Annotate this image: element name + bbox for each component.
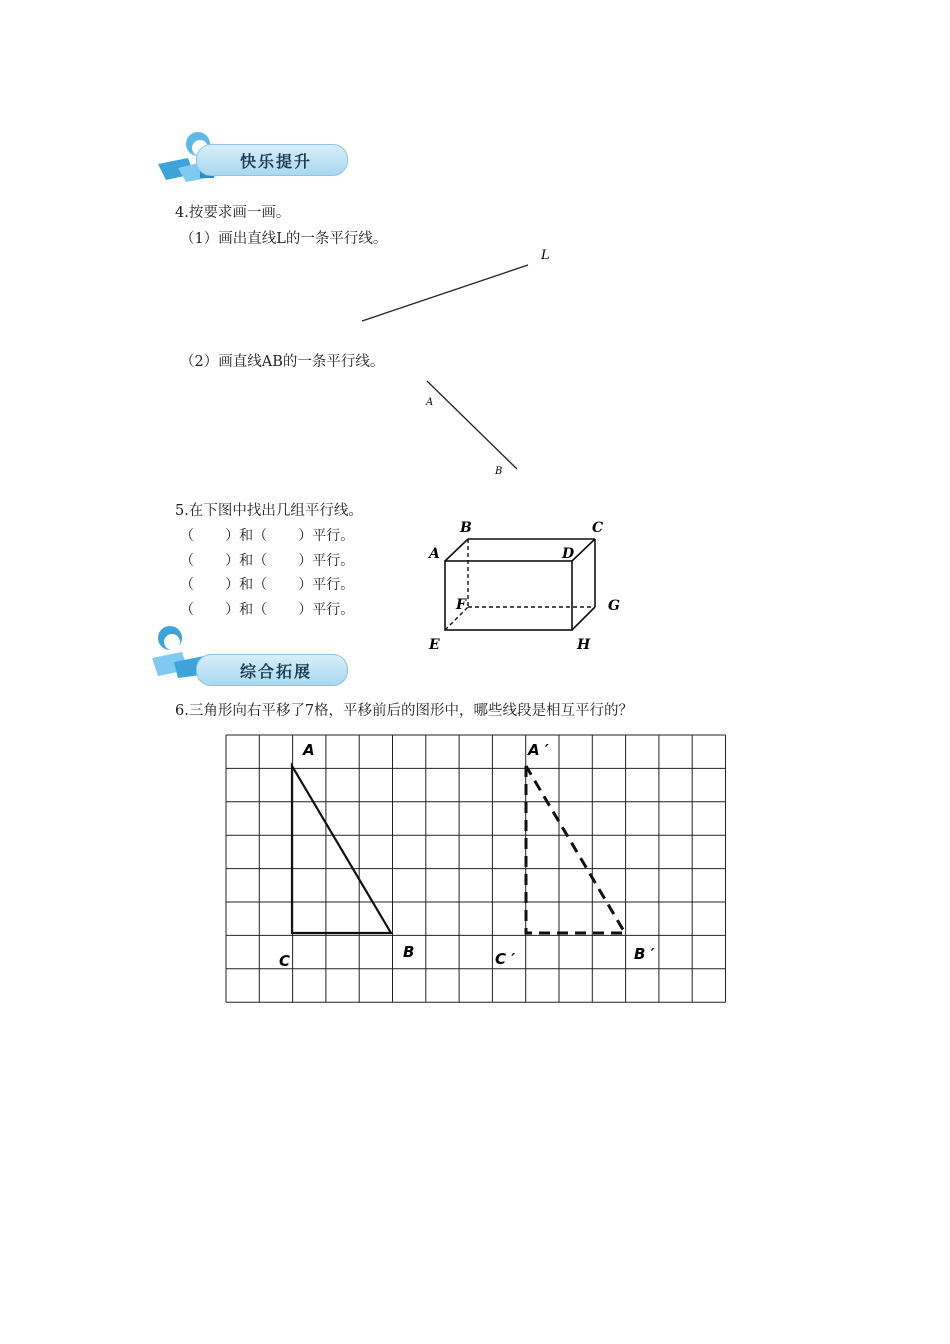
q4-title: 4.按要求画一画。 <box>175 205 291 221</box>
vertex-e: E <box>429 637 440 653</box>
vertex-a: A <box>429 546 440 562</box>
q6-title: 6.三角形向右平移了7格，平移前后的图形中，哪些线段是相互平行的？ <box>175 703 634 719</box>
section-banner-extend <box>148 652 348 686</box>
vertex-b: B <box>460 520 472 536</box>
label-a: A <box>303 741 315 759</box>
q5-blanks <box>180 524 354 622</box>
section-title-happy: 快乐提升 <box>240 152 313 171</box>
answer-blank-4[interactable]: （ ）和（ ）平行。 <box>180 601 355 618</box>
line-ab <box>427 381 517 469</box>
label-a-prime: A ′ <box>528 741 549 759</box>
triangle-translated <box>526 766 625 933</box>
answer-blank-1[interactable]: （ ）和（ ）平行。 <box>180 528 355 544</box>
q4-line-ab-figure <box>415 375 535 480</box>
label-c-prime: C ′ <box>495 950 516 968</box>
translation-grid <box>224 733 729 1005</box>
answer-blank-3[interactable]: （ ）和（ ）平行。 <box>180 577 355 593</box>
triangle-original <box>292 766 391 933</box>
vertex-d: D <box>562 546 575 562</box>
label-b-prime: B ′ <box>634 945 655 963</box>
answer-blank-2[interactable]: （ ）和（ ）平行。 <box>180 552 355 569</box>
q5-title: 5.在下图中找出几组平行线。 <box>175 503 363 519</box>
cuboid-figure <box>420 512 630 657</box>
section-title-extend: 综合拓展 <box>240 662 313 681</box>
label-b: B <box>495 466 503 477</box>
q4-part2: （2）画直线AB的一条平行线。 <box>180 354 385 370</box>
label-l: L <box>541 248 550 263</box>
vertex-g: G <box>608 598 620 614</box>
section-banner-happy <box>148 142 348 176</box>
label-b: B <box>403 943 415 961</box>
cuboid-front-face <box>445 561 572 630</box>
q4-line-l-figure <box>350 240 570 330</box>
vertex-c: C <box>592 520 604 536</box>
q4-part1: （1）画出直线L的一条平行线。 <box>180 231 388 247</box>
label-a: A <box>426 397 434 408</box>
vertex-f: F <box>456 597 466 613</box>
vertex-h: H <box>577 637 591 653</box>
label-c: C <box>279 952 291 970</box>
line-l <box>362 265 528 321</box>
